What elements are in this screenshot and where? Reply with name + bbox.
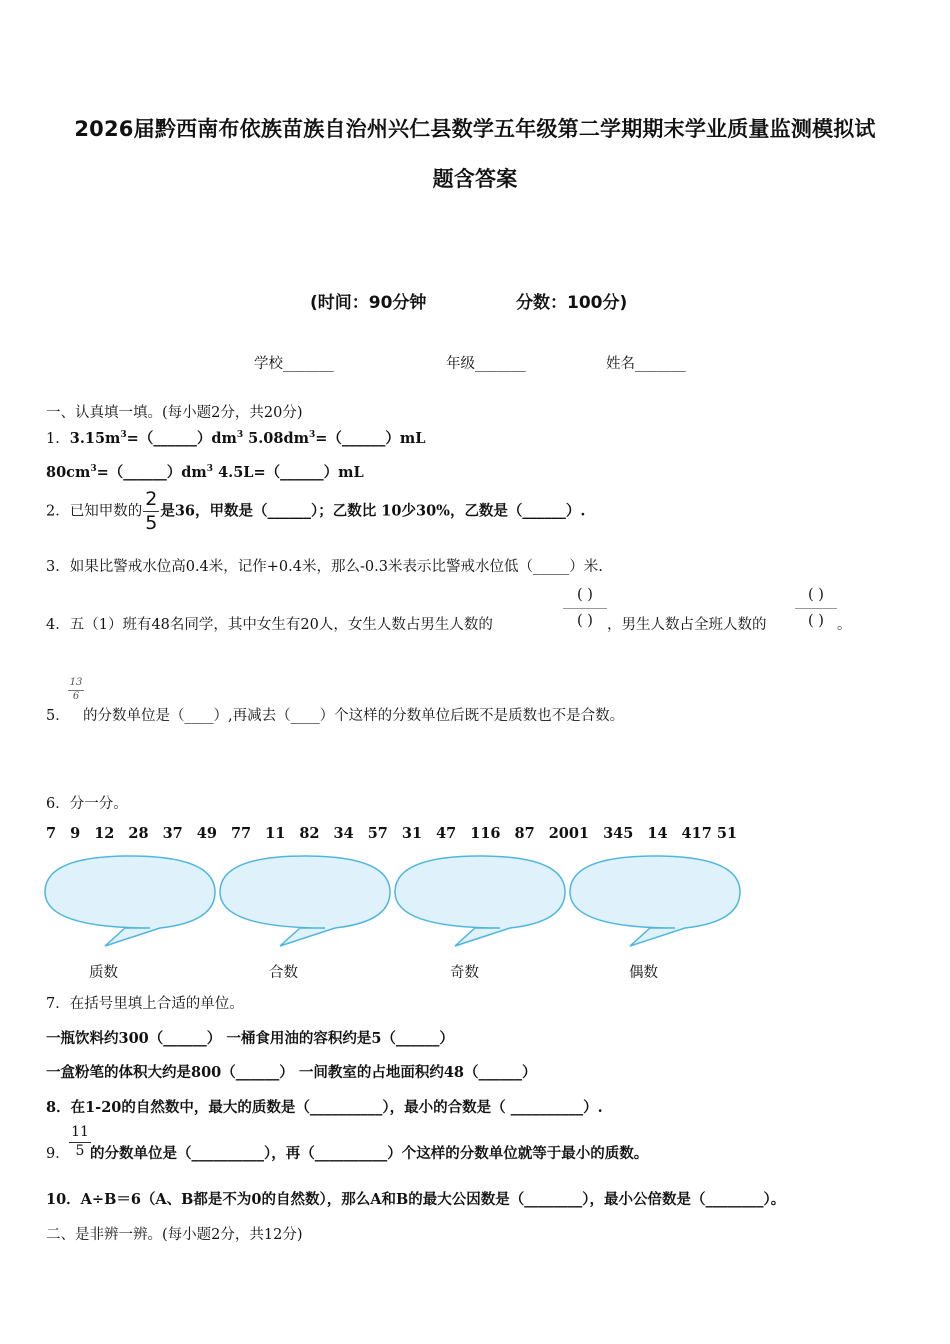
question-1-line1 xyxy=(46,427,425,448)
q1-text-e: 80cm xyxy=(46,464,91,481)
question-7: 7．在括号里填上合适的单位。 xyxy=(46,996,244,1012)
number-item: 37 xyxy=(162,825,183,842)
number-item: 47 xyxy=(436,825,457,842)
bubble-prime[interactable] xyxy=(45,856,215,946)
number-item: 57 xyxy=(367,825,388,842)
q1-sup: 3 xyxy=(308,430,316,441)
question-9: 的分数单位是（__________），再（__________）个这样的分数单位就等于最小的质数。 xyxy=(90,1145,649,1162)
question-7-line1: 一瓶饮料约300（______） 一桶食用油的容积约是5（______） xyxy=(46,1030,454,1047)
q1-text-a: 3.15m xyxy=(69,430,121,447)
q4-fraction-1: ( ) ( ) xyxy=(563,587,607,629)
label-composite: 合数 xyxy=(269,965,298,981)
q1-text-f: =（______）dm xyxy=(96,464,207,481)
section2-heading: 二、是非辨一辨。(每小题2分，共12分) xyxy=(46,1227,303,1243)
number-item: 7 xyxy=(46,825,57,842)
number-item: 14 xyxy=(647,825,668,842)
bubble-even[interactable] xyxy=(570,856,740,946)
q1-sup: 3 xyxy=(90,464,97,475)
q1-text-g: 4.5L=（______）mL xyxy=(213,464,364,481)
number-item: 9 xyxy=(70,825,81,842)
number-item: 87 xyxy=(514,825,535,842)
q1-sup: 3 xyxy=(206,464,214,475)
page-title: 2026届黔西南布依族苗族自治州兴仁县数学五年级第二学期期末学业质量监测模拟试 xyxy=(74,117,876,141)
question-7-line2: 一盒粉笔的体积大约是800（______） 一间教室的占地面积约48（______） xyxy=(46,1064,537,1081)
number-item: 34 xyxy=(333,825,354,842)
number-item: 345 xyxy=(603,825,634,842)
q9-number: 9． xyxy=(46,1146,70,1162)
q5-fraction: 13 6 xyxy=(69,677,83,702)
name-field[interactable]: 姓名_______ xyxy=(606,356,686,372)
exam-time: (时间：90分钟 xyxy=(310,293,427,313)
number-item: 12 xyxy=(94,825,115,842)
number-item: 28 xyxy=(128,825,149,842)
number-row xyxy=(46,825,737,842)
number-item: 116 xyxy=(470,825,501,842)
number-item: 2001 xyxy=(548,825,590,842)
q1-number: 1． xyxy=(46,431,70,447)
number-item: 82 xyxy=(299,825,320,842)
q9-fraction: 11 5 xyxy=(69,1124,91,1159)
grade-field[interactable]: 年级_______ xyxy=(446,356,526,372)
bubble-odd[interactable] xyxy=(395,856,565,946)
q1-sup: 3 xyxy=(120,430,127,441)
school-field[interactable]: 学校_______ xyxy=(254,356,334,372)
question-8: 8．在1-20的自然数中，最大的质数是（__________），最小的合数是（ __________）. xyxy=(46,1099,603,1116)
q2-fraction: $\frac{2}{5}$ xyxy=(145,488,158,534)
q4-text-b: ，男生人数占全班人数的 xyxy=(607,617,767,633)
page-title-line2: 题含答案 xyxy=(432,167,518,191)
label-odd: 奇数 xyxy=(450,965,479,981)
question-4: 4．五（1）班有48名同学，其中女生有20人，女生人数占男生人数的 xyxy=(46,617,493,633)
question-3: 3．如果比警戒水位高0.4米，记作+0.4米，那么-0.3米表示比警戒水位低（_____）米. xyxy=(46,559,603,575)
q1-text-d: =（______）mL xyxy=(315,430,426,447)
q5-number: 5． xyxy=(46,708,70,724)
question-5: 的分数单位是（____）,再减去（____）个这样的分数单位后既不是质数也不是合数。 xyxy=(83,708,625,724)
speech-bubbles xyxy=(40,852,750,952)
exam-score: 分数：100分) xyxy=(516,293,628,313)
number-item: 11 xyxy=(265,825,286,842)
label-even: 偶数 xyxy=(629,965,658,981)
question-1-line2 xyxy=(46,461,364,482)
q4-fraction-2: ( ) ( ) xyxy=(795,587,837,629)
q1-text-c: 5.08dm xyxy=(243,430,309,447)
section1-heading: 一、认真填一填。(每小题2分，共20分) xyxy=(46,405,303,421)
number-item: 31 xyxy=(401,825,423,842)
question-2 xyxy=(46,490,586,533)
number-item: 77 xyxy=(230,825,252,842)
q4-text-c: 。 xyxy=(837,617,852,633)
bubble-composite[interactable] xyxy=(220,856,390,946)
number-item: 49 xyxy=(196,825,217,842)
number-item: 417 51 xyxy=(681,825,738,842)
q2-text-a: 2．已知甲数的 xyxy=(46,503,143,520)
q1-sup: 3 xyxy=(236,430,244,441)
q2-text-b: 是36，甲数是（______）；乙数比 10少30%，乙数是（______）. xyxy=(160,502,586,520)
question-6: 6．分一分。 xyxy=(46,796,128,812)
question-10: 10．A÷B＝6（A、B都是不为0的自然数），那么A和B的最大公因数是（________），最小公倍数是（________）。 xyxy=(46,1191,786,1208)
label-prime: 质数 xyxy=(89,965,118,981)
q1-text-b: =（______）dm xyxy=(126,430,237,447)
